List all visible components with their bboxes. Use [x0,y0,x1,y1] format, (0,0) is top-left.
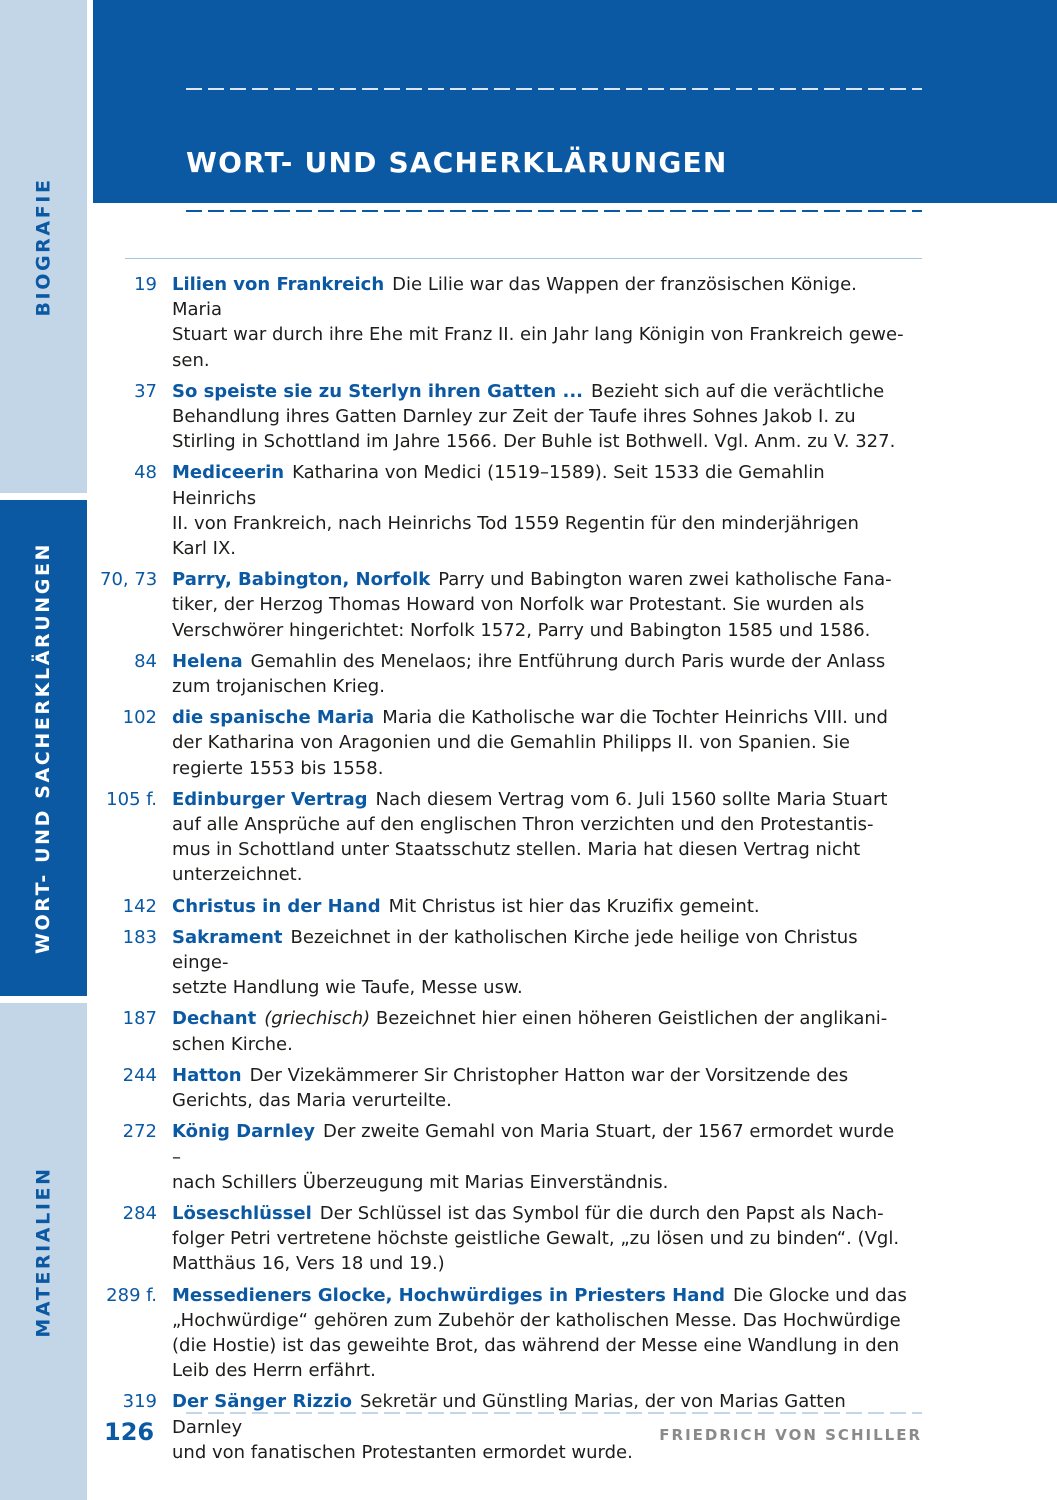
title-dashed-underline [186,210,922,212]
definition-line: Behandlung ihres Gatten Darnley zur Zeit der Taufe ihres Sohnes Jakob I. zu [172,406,856,428]
glossary-entry [100,567,930,643]
definition-line: Gemahlin des Menelaos; ihre Entführung durch Paris wurde der Anlass [250,650,886,672]
entry-text [172,1283,908,1384]
definition-line: und von fanatischen Protestanten ermordet wurde. [172,1441,633,1463]
definition-line: mus in Schottland unter Staatsschutz stellen. Maria hat diesen Vertrag nicht [172,839,861,861]
verse-reference: 187 [122,1008,157,1030]
definition-line: Parry und Babington waren zwei katholische Fana- [438,569,892,591]
verse-reference: 102 [122,707,157,729]
glossary-entry [100,460,930,561]
entry-text [172,460,908,561]
definition-line: setzte Handlung wie Taufe, Messe usw. [172,977,523,999]
glossary-term: Mediceerin [172,462,285,484]
definition-line: Sekretär und Günstling Marias, der von Marias Gatten Darnley [172,1391,846,1438]
entry-text [172,567,908,643]
tab-biografie-label: BIOGRAFIE [32,176,55,317]
entry-text [172,1063,908,1113]
verse-reference: 48 [134,462,157,484]
definition-line: regierte 1553 bis 1558. [172,757,384,779]
tab-wort-label: WORT- UND SACHERKLÄRUNGEN [32,541,55,955]
glossary-entry [100,272,930,373]
entry-text [172,705,908,781]
glossary-entry [100,787,930,888]
verse-reference: 319 [122,1391,157,1413]
glossary-entry [100,1201,930,1277]
definition-line: der Katharina von Aragonien und die Gemahlin Philipps II. von Spanien. Sie [172,732,850,754]
term-annotation: (griechisch) [264,1008,371,1030]
definition-line: II. von Frankreich, nach Heinrichs Tod 1559 Regentin für den minderjährigen [172,512,859,534]
glossary-entry [100,1119,930,1195]
verse-reference: 183 [122,926,157,948]
verse-reference: 37 [134,380,157,402]
glossary-entry [100,894,930,919]
definition-line: Maria die Katholische war die Tochter Heinrichs VIII. und [382,707,888,729]
definition-line: Bezeichnet hier einen höheren Geistlichen der anglikani- [375,1008,888,1030]
definition-line: auf alle Ansprüche auf den englischen Thron verzichten und den Protestantis- [172,814,874,836]
definition-line: Karl IX. [172,538,237,560]
definition-line: Die Glocke und das [733,1284,907,1306]
glossary-term: Messedieners Glocke, Hochwürdiges in Priesters Hand [172,1284,726,1306]
glossary-entry [100,1006,930,1056]
definition-line: Gerichts, das Maria verurteilte. [172,1090,452,1112]
entry-text [172,379,908,455]
entry-text [172,787,908,888]
definition-line: Bezieht sich auf die verächtliche [591,380,885,402]
glossary-term: die spanische Maria [172,707,375,729]
definition-line: Katharina von Medici (1519–1589). Seit 1533 die Gemahlin Heinrichs [172,462,825,509]
glossary-term: Lilien von Frankreich [172,274,385,295]
glossary-term: Hatton [172,1064,242,1086]
verse-reference: 105 f. [106,788,157,810]
glossary-term: Helena [172,650,243,672]
verse-reference: 142 [122,895,157,917]
glossary-entry [100,925,930,1001]
glossary-term: Edinburger Vertrag [172,788,368,810]
definition-line: Leib des Herrn erfährt. [172,1360,376,1382]
definition-line: unterzeichnet. [172,864,303,886]
definition-line: folger Petri vertretene höchste geistliche Gewalt, „zu lösen und zu binden“. (Vgl. [172,1228,900,1250]
definition-line: Verschwörer hingerichtet: Norfolk 1572, Parry und Babington 1585 und 1586. [172,619,871,641]
verse-reference: 272 [122,1121,157,1143]
glossary-entry [100,1283,930,1384]
definition-line: zum trojanischen Krieg. [172,676,385,698]
definition-line: Matthäus 16, Vers 18 und 19.) [172,1253,445,1275]
definition-line: Der zweite Gemahl von Maria Stuart, der 1567 ermordet wurde – [172,1121,895,1168]
verse-reference: 84 [134,650,157,672]
running-footer-author: FRIEDRICH VON SCHILLER [659,1426,922,1444]
definition-line: Der Schlüssel ist das Symbol für die durch den Papst als Nach- [319,1202,884,1224]
definition-line: tiker, der Herzog Thomas Howard von Norfolk war Protestant. Sie wurden als [172,594,865,616]
entry-text [172,1006,908,1056]
tab-biografie[interactable] [0,0,87,493]
tab-wort-und-sacherklaerungen[interactable] [0,500,87,996]
glossary-term: Dechant [172,1008,257,1030]
glossary-entry [100,649,930,699]
definition-line: Nach diesem Vertrag vom 6. Juli 1560 sollte Maria Stuart [375,788,888,810]
verse-reference: 70, 73 [100,569,158,591]
side-tab-column [0,0,87,1500]
glossary-entry [100,705,930,781]
entry-text [172,894,908,919]
entry-text [172,1201,908,1277]
glossary-term: Löseschlüssel [172,1202,312,1224]
glossary-term: So speiste sie zu Sterlyn ihren Gatten ... [172,380,584,402]
page-number: 126 [104,1418,155,1446]
footer-dashed-divider [186,1412,922,1414]
glossary-term: Der Sänger Rizzio [172,1391,352,1413]
definition-line: Die Lilie war das Wappen der französischen Könige. Maria [172,274,857,321]
definition-line: sen. [172,349,210,371]
entry-text [172,1119,908,1195]
glossary-term: Sakrament [172,926,283,948]
glossary-entry [100,1063,930,1113]
tab-materialien[interactable] [0,1003,87,1500]
glossary-list [100,272,930,1471]
section-rule [125,258,922,259]
glossary-entry [100,379,930,455]
verse-reference: 284 [122,1202,157,1224]
definition-line: schen Kirche. [172,1033,293,1055]
glossary-term: Parry, Babington, Norfolk [172,569,431,591]
header-dashed-divider [186,88,922,90]
definition-line: Mit Christus ist hier das Kruzifix gemeint. [388,895,760,917]
verse-reference: 244 [122,1064,157,1086]
entry-text [172,925,908,1001]
definition-line: Stirling in Schottland im Jahre 1566. Der Buhle ist Bothwell. Vgl. Anm. zu V. 327. [172,431,896,453]
glossary-term: Christus in der Hand [172,895,381,917]
entry-text [172,272,908,373]
definition-line: (die Hostie) ist das geweihte Brot, das während der Messe eine Wandlung in den [172,1334,900,1356]
verse-reference: 289 f. [106,1284,157,1306]
page-title: WORT- UND SACHERKLÄRUNGEN [186,146,728,179]
glossary-term: König Darnley [172,1121,316,1143]
definition-line: „Hochwürdige“ gehören zum Zubehör der katholischen Messe. Das Hochwürdige [172,1309,901,1331]
definition-line: Stuart war durch ihre Ehe mit Franz II. ein Jahr lang Königin von Frankreich gewe- [172,324,904,346]
entry-text [172,649,908,699]
definition-line: nach Schillers Überzeugung mit Marias Einverständnis. [172,1171,669,1193]
definition-line: Bezeichnet in der katholischen Kirche jede heilige von Christus einge- [172,926,858,974]
tab-materialien-label: MATERIALIEN [32,1165,55,1338]
verse-reference: 19 [134,274,157,295]
definition-line: Der Vizekämmerer Sir Christopher Hatton war der Vorsitzende des [249,1064,849,1086]
